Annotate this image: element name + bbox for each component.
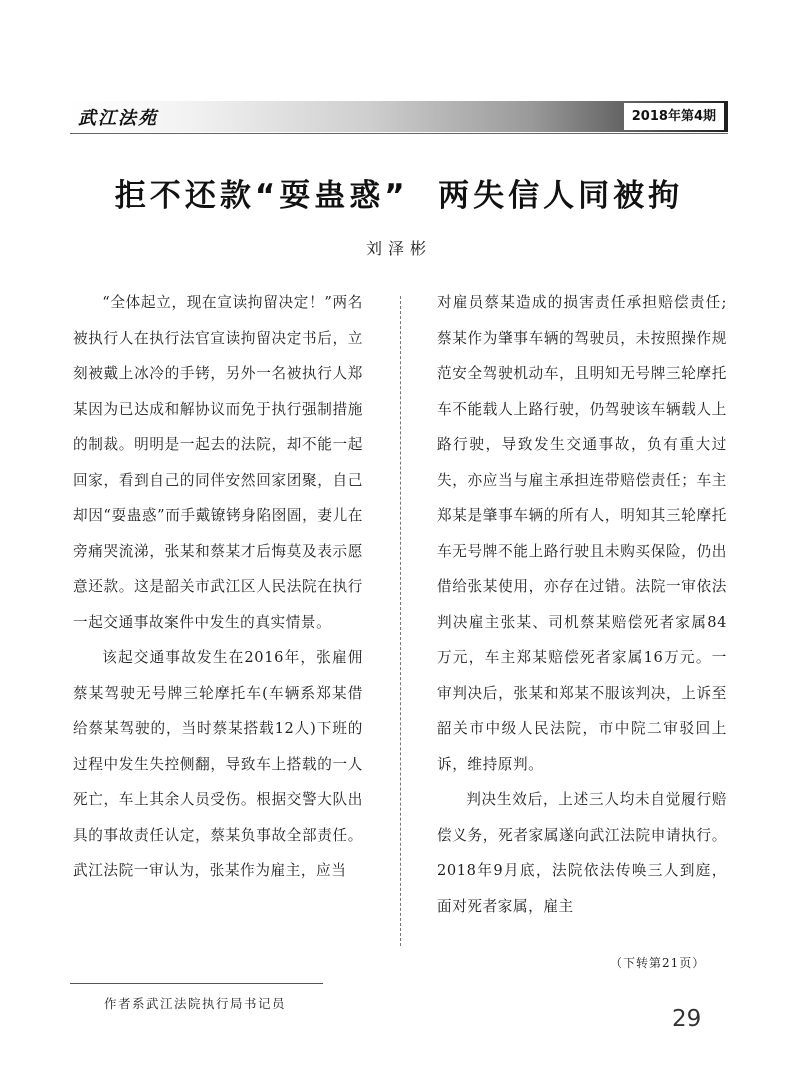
column-divider bbox=[400, 296, 401, 946]
header-rule bbox=[70, 133, 728, 134]
left-column bbox=[73, 285, 363, 889]
author-footnote: 作者系武江法院执行局书记员 bbox=[104, 996, 287, 1011]
right-column bbox=[437, 285, 727, 924]
issue-label: 2018年第4期 bbox=[624, 103, 724, 130]
magazine-column-title: 武江法苑 bbox=[78, 108, 158, 129]
paragraph: “全体起立，现在宣读拘留决定！”两名被执行人在执行法官宣读拘留决定书后，立刻被戴上冰冷的手铐，另外一名被执行人郑某因为已达成和解协议而免于执行强制措施的制裁。明明是一起去的法院，却不能一起回家，看到自己的同伴安然回家团聚，自己却因“耍蛊惑”而手戴镣铐身陷囹圄，妻儿在旁痛哭流涕，张某和蔡某才后悔莫及表示愿意还款。这是韶关市武江区人民法院在执行一起交通事故案件中发生的真实情景。 bbox=[73, 294, 363, 631]
paragraph: 判决生效后，上述三人均未自觉履行赔偿义务，死者家属遂向武江法院申请执行。2018年9月底，法院依法传唤三人到庭，面对死者家属，雇主 bbox=[437, 791, 727, 915]
footnote-rule bbox=[70, 983, 323, 984]
article-title: 拒不还款“耍蛊惑” 两失信人同被拘 bbox=[114, 178, 684, 214]
paragraph: 对雇员蔡某造成的损害责任承担赔偿责任;蔡某作为肇事车辆的驾驶员，未按照操作规范安全驾驶机动车，且明知无号牌三轮摩托车不能载人上路行驶，仍驾驶该车辆载人上路行驶，导致发生交通事故，负有重大过失，亦应当与雇主承担连带赔偿责任；车主郑某是肇事车辆的所有人，明知其三轮摩托车无号牌不能上路行驶且未购买保险，仍出借给张某使用，亦存在过错。法院一审依法判决雇主张某、司机蔡某赔偿死者家属84万元，车主郑某赔偿死者家属16万元。一审判决后，张某和郑某不服该判决，上诉至韶关市中级人民法院，市中院二审驳回上诉，维持原判。 bbox=[437, 294, 727, 773]
continued-note: （下转第21页） bbox=[610, 956, 706, 970]
page-number: 29 bbox=[672, 1006, 702, 1032]
article-author: 刘泽彬 bbox=[365, 239, 432, 258]
paragraph: 该起交通事故发生在2016年，张雇佣蔡某驾驶无号牌三轮摩托车(车辆系郑某借给蔡某驾驶的，当时蔡某搭载12人)下班的过程中发生失控侧翻，导致车上搭载的一人死亡，车上其余人员受伤。根据交警大队出具的事故责任认定，蔡某负事故全部责任。武江法院一审认为，张某作为雇主，应当 bbox=[73, 649, 363, 879]
